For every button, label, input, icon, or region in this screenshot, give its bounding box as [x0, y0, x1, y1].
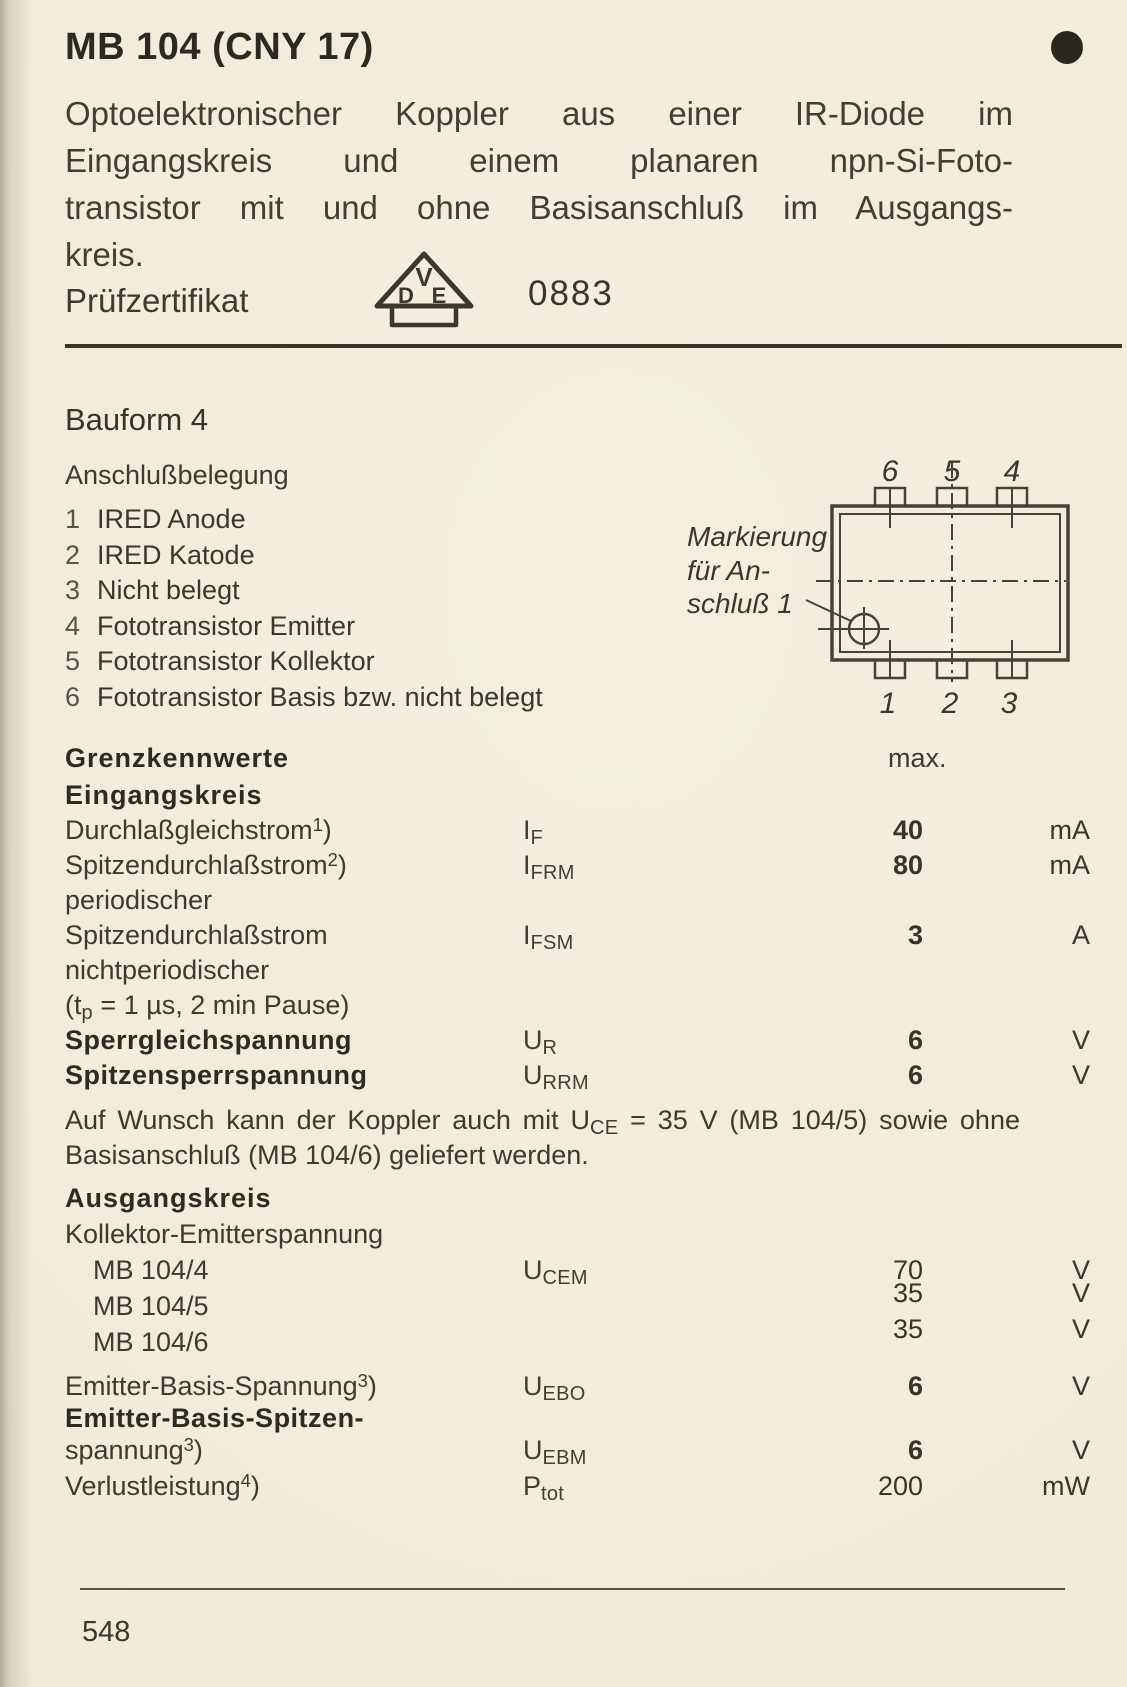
limit-parameter-name: Durchlaßgleichstrom$^1$): [65, 813, 332, 845]
certificate-number: 0883: [528, 274, 614, 313]
pin-label: Fototransistor Kollektor: [97, 646, 375, 676]
limit-parameter-name: nichtperiodischer: [65, 955, 270, 985]
limit-row: [65, 1023, 1090, 1058]
limits-table: [65, 739, 1090, 1504]
pin-label: Fototransistor Basis bzw. nicht belegt: [97, 681, 543, 712]
limit-value: 80: [892, 850, 923, 880]
limit-symbol: [523, 1404, 723, 1432]
limit-symbol: [523, 953, 723, 988]
description-line: Eingangskreis und einem planaren npn-Si-Foto-: [65, 142, 1013, 179]
marking-label-line: Markierung: [687, 521, 828, 552]
limit-parameter-name: Emitter-Basis-Spitzen-: [65, 1403, 365, 1433]
marking-label-line: schluß 1: [687, 588, 793, 619]
limit-unit: [923, 953, 1090, 988]
limit-unit: [923, 988, 1090, 1023]
pin-number: 4: [65, 610, 81, 641]
limit-symbol: $U_R$: [523, 1025, 558, 1059]
vde-letter-d: D: [398, 283, 414, 308]
limits-header: [65, 739, 1090, 778]
limit-value: 35: [892, 1278, 923, 1308]
limit-symbol: $U_{RRM}$: [523, 1060, 589, 1094]
description-line: Optoelektronischer Koppler aus einer IR-Diode im: [65, 95, 1013, 132]
pin-row: [65, 644, 543, 680]
limit-row: [65, 953, 1090, 988]
pin-number: 1: [65, 504, 81, 534]
pin-label: Fototransistor Emitter: [97, 610, 356, 641]
limit-value: 40: [892, 815, 923, 845]
limit-value: [723, 1404, 923, 1432]
input-rows: [65, 813, 1090, 1093]
limit-row: [65, 1058, 1090, 1093]
description-line: kreis.: [65, 236, 144, 273]
limit-row: [65, 1404, 1090, 1432]
limit-row: [65, 883, 1090, 918]
limit-parameter-name: ($t_p = 1$ µs, 2 min Pause): [65, 990, 350, 1024]
header-divider: [65, 344, 1122, 348]
limit-symbol: [523, 988, 723, 1023]
limit-parameter-name: periodischer: [65, 885, 213, 915]
limit-parameter-name: MB 104/5: [93, 1291, 209, 1321]
pin-number-label: 4: [1003, 455, 1021, 488]
limit-parameter-name: Kollektor-Emitterspannung: [65, 1219, 384, 1249]
option-note: [65, 1103, 1020, 1173]
pin-number: 2: [65, 539, 81, 570]
bauform-heading: Bauform 4: [65, 402, 209, 437]
limit-value: 6: [907, 1435, 923, 1465]
limit-row: [65, 848, 1090, 883]
package-outline-inner: [840, 514, 1060, 652]
limit-parameter-name: spannung$^3$): [65, 1433, 203, 1465]
output-section-heading: Ausgangskreis: [65, 1183, 272, 1213]
limit-unit: V: [1071, 1278, 1090, 1308]
limit-parameter-name: Spitzendurchlaßstrom: [65, 920, 328, 950]
limit-row: [65, 1432, 1090, 1468]
limit-unit: [923, 1216, 1090, 1252]
limit-row: [65, 813, 1090, 848]
limit-unit: A: [1071, 920, 1090, 950]
limit-parameter-name: MB 104/4: [93, 1255, 209, 1285]
note-line: Basisanschluß (MB 104/6) geliefert werden.: [65, 1140, 589, 1170]
scan-edge-shadow: [0, 0, 34, 1687]
pin-number: 5: [65, 646, 81, 676]
limit-parameter-name: Spitzensperrspannung: [65, 1060, 368, 1090]
limit-value: [723, 953, 923, 988]
limit-parameter-name: Emitter-Basis-Spannung$^3$): [65, 1369, 377, 1401]
pin-row: [65, 609, 543, 645]
pin-row: [65, 502, 543, 538]
limit-unit: V: [1071, 1255, 1090, 1285]
limits-heading: Grenzkennwerte: [65, 743, 290, 773]
limit-symbol: $P_{tot}$: [523, 1471, 565, 1505]
limit-unit: [923, 883, 1090, 918]
limit-unit: V: [1071, 1435, 1090, 1465]
limit-parameter-name: Spitzendurchlaßstrom$^2$): [65, 848, 347, 880]
output-rows: [65, 1216, 1090, 1504]
limit-symbol: [523, 1216, 723, 1252]
limit-unit: V: [1071, 1025, 1090, 1055]
pin-number-label: 1: [879, 687, 897, 720]
pin-number: 3: [65, 575, 81, 605]
limit-unit: mA: [1049, 850, 1090, 880]
limit-row: [65, 1216, 1090, 1252]
limit-row: [65, 988, 1090, 1023]
note-line: Auf Wunsch kann der Koppler auch mit $U_{CE} = 35$ V (MB 104/5) sowie ohne: [65, 1105, 1020, 1139]
pin-row: [65, 538, 543, 574]
limit-parameter-name: Verlustleistung$^4$): [65, 1469, 260, 1501]
limit-symbol: $U_{CEM}$: [523, 1255, 588, 1289]
limit-value: 6: [907, 1025, 923, 1055]
max-column-label: max.: [888, 743, 947, 773]
vde-base: [392, 306, 456, 325]
limit-value: 35: [892, 1314, 923, 1344]
limit-value: 70: [892, 1255, 923, 1285]
description-line: transistor mit und ohne Basisanschluß im Ausgangs-: [65, 189, 1013, 226]
pinout-heading: Anschlußbelegung: [65, 460, 289, 490]
pin-number-label: 3: [1000, 687, 1018, 720]
limit-symbol: $I_{FRM}$: [523, 850, 575, 884]
description: [65, 90, 1013, 278]
pin-number-label: 6: [881, 455, 899, 488]
page-number: 548: [82, 1616, 131, 1648]
pin-number: 6: [65, 681, 81, 712]
limit-value: [723, 1216, 923, 1252]
limit-parameter-name: MB 104/6: [93, 1327, 209, 1357]
package-diagram: [610, 418, 1090, 720]
footer-divider: [80, 1588, 1065, 1590]
vde-letter-e: E: [431, 283, 447, 308]
limit-value: [723, 988, 923, 1023]
limit-unit: mW: [1042, 1471, 1090, 1501]
limit-row: [65, 1368, 1090, 1404]
certificate-label: Prüfzertifikat: [65, 282, 249, 319]
limit-symbol: $U_{EBM}$: [523, 1435, 587, 1469]
pin-number-label: 2: [941, 687, 959, 720]
limit-unit: V: [1071, 1314, 1090, 1344]
page-title: MB 104 (CNY 17): [65, 26, 374, 68]
pin-label: Nicht belegt: [97, 575, 240, 605]
package-outline-outer: [832, 506, 1068, 660]
corner-dot-marker: [1051, 31, 1083, 64]
limit-value: 6: [907, 1371, 923, 1401]
limit-row: [65, 1468, 1090, 1504]
pin-label: IRED Katode: [97, 539, 255, 570]
limit-symbol: $U_{EBO}$: [523, 1371, 586, 1405]
limit-unit: mA: [1049, 815, 1090, 845]
limit-value: 3: [907, 920, 923, 950]
limit-symbol: [523, 1288, 723, 1324]
input-section-heading: Eingangskreis: [65, 780, 263, 810]
limit-unit: [923, 1404, 1090, 1432]
pin-number-label: 5: [943, 455, 961, 488]
limit-unit: V: [1071, 1060, 1090, 1090]
limit-symbol: [523, 1324, 723, 1360]
marking-leader-line: [806, 600, 851, 621]
limit-row: [65, 1314, 1090, 1360]
limit-symbol: [523, 883, 723, 918]
limit-symbol: $I_{FSM}$: [523, 920, 574, 954]
limit-value: [723, 883, 923, 918]
pin-row: [65, 680, 543, 716]
pin-row: [65, 573, 543, 609]
limit-unit: V: [1071, 1371, 1090, 1401]
limit-symbol: $I_F$: [523, 815, 544, 849]
limit-value: 200: [877, 1471, 923, 1501]
pin-label: IRED Anode: [97, 504, 246, 534]
limit-value: 6: [907, 1060, 923, 1090]
vde-letter-v: V: [415, 262, 433, 292]
pin-list: [65, 502, 543, 715]
limit-row: [65, 918, 1090, 953]
marking-label-line: für An-: [687, 555, 770, 586]
limit-parameter-name: Sperrgleichspannung: [65, 1025, 353, 1055]
vde-logo-icon: [368, 250, 480, 334]
